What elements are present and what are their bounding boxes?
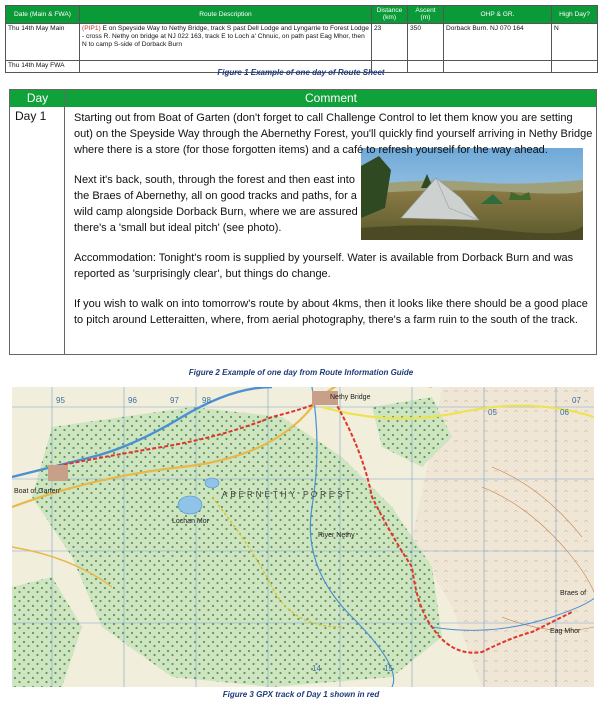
cell-date: Thu 14th May Main <box>6 23 80 60</box>
col-header-ohp: OHP & GR. <box>444 6 552 24</box>
col-header-high-day: High Day? <box>552 6 598 24</box>
cell-route-description <box>80 23 372 60</box>
guide-header-row <box>10 90 596 107</box>
grid-label: 15 <box>384 664 393 673</box>
guide-header-day: Day <box>10 90 66 107</box>
guide-header-comment: Comment <box>304 91 357 105</box>
place-label: ABERNETHY FOREST <box>222 490 354 499</box>
guide-day-label: Day 1 <box>10 107 65 354</box>
cell-high-day: N <box>552 23 598 60</box>
col-header-distance: Distance (km) <box>372 6 408 24</box>
cell-distance: 23 <box>372 23 408 60</box>
os-map-figure <box>12 387 594 687</box>
grid-label: 05 <box>488 408 497 417</box>
route-description-text: E on Speyside Way to Nethy Bridge, track S past Dell Lodge and Lyngarrie to Forest Lodge - cross R. Nethy on bridge at NJ 022 163, track E to Loch a' Chnuic, on path past Eag Mhor, then N to camp S-side of Dorback Burn <box>82 24 369 48</box>
grid-label: 97 <box>170 396 179 405</box>
gpx-track-map <box>12 387 594 687</box>
guide-paragraph: Next it's back, south, through the forest and then east into the Braes of Abernethy, all on good tracks and paths, for a wild camp alongside Dorback Burn, where we are assured there's a 'small but ideal pitch' (see photo). <box>74 174 358 234</box>
place-label: River Nethy <box>318 532 355 539</box>
cell-ascent: 350 <box>408 23 444 60</box>
table-row <box>6 23 598 60</box>
place-label: Braes of <box>560 590 587 597</box>
cell-date: Thu 14th May FWA <box>6 60 80 72</box>
place-label: Lochan Mor <box>172 518 209 525</box>
grid-label: 14 <box>312 664 321 673</box>
cell-ohp: Dorback Burn. NJ 070 164 <box>444 23 552 60</box>
guide-paragraph: Accommodation: Tonight's room is supplied by yourself. Water is available from Dorback Burn and was reported as 'surprisingly clear', but things do change. <box>74 252 574 280</box>
grid-label: 96 <box>128 396 137 405</box>
route-sheet-header-row <box>6 6 598 24</box>
pip-label: (PIP1) <box>82 24 101 32</box>
grid-label: 98 <box>202 396 211 405</box>
guide-paragraph: If you wish to walk on into tomorrow's route by about 4kms, then it looks like there should be a good place to pitch around Letteraitten, where, from aerial photography, there's a farm ruin to the south of the track. <box>74 298 588 326</box>
figure-3-caption: Figure 3 GPX track of Day 1 shown in red <box>222 690 380 699</box>
grid-label: 95 <box>56 396 65 405</box>
grid-label: 06 <box>560 408 569 417</box>
col-header-route: Route Description <box>80 6 372 24</box>
route-sheet-table <box>5 5 598 73</box>
place-label: Boat of Garten <box>14 488 60 495</box>
figure-2-caption: Figure 2 Example of one day from Route Information Guide <box>188 368 414 377</box>
grid-label: 07 <box>572 396 581 405</box>
figure-1-caption: Figure 1 Example of one day of Route Sheet <box>217 68 385 77</box>
route-guide-table <box>9 89 597 355</box>
place-label: Eag Mhor <box>550 628 581 635</box>
col-header-date: Date (Main & FWA) <box>6 6 80 24</box>
place-label: Nethy Bridge <box>330 394 371 401</box>
guide-comment-body <box>74 110 594 342</box>
guide-paragraph: Starting out from Boat of Garten (don't forget to call Challenge Control to let them know you are setting out) on the Speyside Way through the Abernethy Forest, you'll quickly find yourself arriving in Nethy Bridge where there is a store (for those forgotten items) and a café to refresh yourself for the way ahead. <box>74 112 593 156</box>
col-header-ascent: Ascent (m) <box>408 6 444 24</box>
